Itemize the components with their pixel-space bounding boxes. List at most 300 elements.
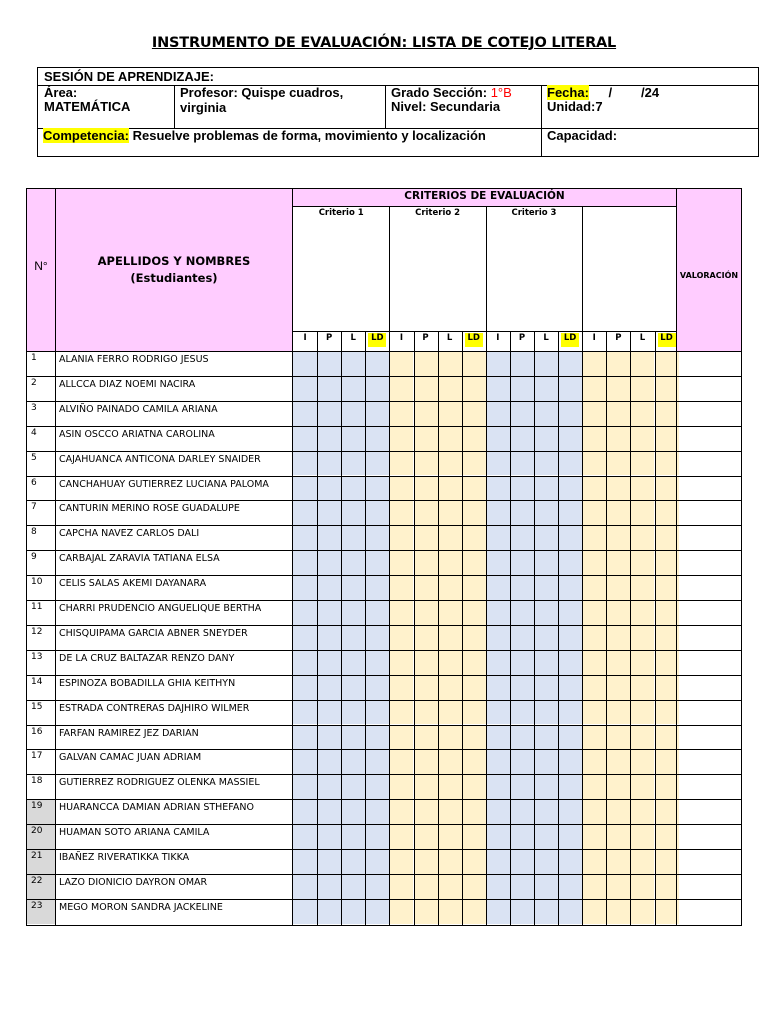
- grade-cell: [365, 376, 389, 401]
- grade-cell: [389, 749, 413, 774]
- grade-cell: [510, 351, 534, 376]
- grade-cell: [510, 600, 534, 625]
- grade-cell: [630, 849, 654, 874]
- grade-cell: [414, 426, 438, 451]
- grade-cell: [630, 700, 654, 725]
- grid-line: [534, 331, 535, 925]
- grade-cell: [655, 725, 679, 750]
- row-number: 2: [31, 377, 37, 388]
- student-name: ALANIA FERRO RODRIGO JESUS: [59, 354, 209, 365]
- grade-cell: [438, 426, 462, 451]
- grade-cell: [582, 525, 606, 550]
- grade-cell: [438, 575, 462, 600]
- grade-cell: [293, 426, 317, 451]
- grade-cell: [389, 849, 413, 874]
- grade-cell: [558, 426, 582, 451]
- grade-cell: [655, 675, 679, 700]
- student-name: GUTIERREZ RODRIGUEZ OLENKA MASSIEL: [59, 777, 260, 789]
- grade-cell: [606, 351, 630, 376]
- grade-cell: [582, 700, 606, 725]
- level-header: I: [592, 333, 596, 343]
- grid-line: [27, 376, 741, 377]
- grade-cell: [438, 899, 462, 924]
- grade-cell: [510, 500, 534, 525]
- grade-cell: [317, 351, 341, 376]
- grade-cell: [582, 650, 606, 675]
- grade-cell: [293, 725, 317, 750]
- student-name: CANTURIN MERINO ROSE GUADALUPE: [59, 503, 240, 515]
- grade-cell: [317, 451, 341, 476]
- grade-cell: [389, 426, 413, 451]
- grade-cell: [438, 874, 462, 899]
- grade-cell: [317, 525, 341, 550]
- grade-cell: [534, 575, 558, 600]
- grade-cell: [558, 749, 582, 774]
- grade-cell: [582, 401, 606, 426]
- grade-cell: [365, 824, 389, 849]
- grade-cell: [486, 500, 510, 525]
- grade-cell: [365, 700, 389, 725]
- grid-line: [27, 799, 741, 800]
- grade-cell: [486, 525, 510, 550]
- grade-cell: [630, 600, 654, 625]
- grade-cell: [462, 575, 486, 600]
- grade-cell: [655, 401, 679, 426]
- student-name: FARFAN RAMIREZ JEZ DARIAN: [59, 727, 199, 739]
- grade-cell: [414, 550, 438, 575]
- grid-line: [27, 451, 741, 452]
- grade-cell: [293, 650, 317, 675]
- grade-cell: [438, 625, 462, 650]
- grade-cell: [365, 451, 389, 476]
- grade-cell: [341, 401, 365, 426]
- grade-cell: [293, 500, 317, 525]
- grade-cell: [293, 376, 317, 401]
- grid-line: [27, 476, 741, 477]
- grade-cell: [510, 376, 534, 401]
- grade-cell: [317, 749, 341, 774]
- grade-cell: [365, 650, 389, 675]
- unidad: Unidad:7: [547, 99, 603, 114]
- grade-cell: [630, 550, 654, 575]
- grade-cell: [317, 426, 341, 451]
- grade-cell: [630, 874, 654, 899]
- grade-cell: [365, 476, 389, 501]
- grade-cell: [438, 824, 462, 849]
- grade-cell: [389, 376, 413, 401]
- grid-line: [27, 351, 741, 352]
- grade-cell: [606, 675, 630, 700]
- grade-cell: [462, 675, 486, 700]
- grid-line: [582, 206, 583, 925]
- grade-cell: [438, 476, 462, 501]
- grid-line: [27, 525, 741, 526]
- grade-cell: [414, 824, 438, 849]
- grade-cell: [317, 824, 341, 849]
- grade-cell: [389, 500, 413, 525]
- grade-cell: [341, 874, 365, 899]
- name-header-line1: APELLIDOS Y NOMBRES: [97, 254, 251, 268]
- grid-line: [27, 550, 741, 551]
- grade-cell: [630, 426, 654, 451]
- grade-cell: [582, 849, 606, 874]
- grade-cell: [558, 700, 582, 725]
- grade-cell: [534, 700, 558, 725]
- criteria-header: CRITERIOS DE EVALUACIÓN: [404, 190, 565, 202]
- grade-cell: [486, 749, 510, 774]
- grade-cell: [462, 476, 486, 501]
- grade-cell: [510, 899, 534, 924]
- grade-cell: [510, 451, 534, 476]
- grid-line: [606, 331, 607, 925]
- grade-cell: [317, 650, 341, 675]
- grade-cell: [293, 451, 317, 476]
- grade-cell: [365, 401, 389, 426]
- grade-cell: [582, 351, 606, 376]
- grade-cell: [438, 550, 462, 575]
- profesor-value: virginia: [180, 100, 227, 115]
- level-header: LD: [465, 333, 483, 347]
- grade-cell: [558, 899, 582, 924]
- grid-line: [27, 849, 741, 850]
- grade-cell: [389, 899, 413, 924]
- grade-cell: [558, 600, 582, 625]
- grade-cell: [389, 700, 413, 725]
- grade-cell: [630, 500, 654, 525]
- grade-cell: [293, 600, 317, 625]
- grade-cell: [582, 550, 606, 575]
- grade-cell: [414, 874, 438, 899]
- grade-cell: [655, 749, 679, 774]
- grade-cell: [365, 550, 389, 575]
- grade-cell: [582, 899, 606, 924]
- grid-line: [655, 331, 656, 925]
- grade-cell: [558, 476, 582, 501]
- grade-cell: [655, 600, 679, 625]
- grade-cell: [414, 625, 438, 650]
- grade-cell: [486, 476, 510, 501]
- grade-cell: [655, 525, 679, 550]
- row-number: 15: [31, 701, 43, 712]
- grade-cell: [582, 451, 606, 476]
- grade-cell: [414, 799, 438, 824]
- grade-cell: [534, 824, 558, 849]
- grade-cell: [389, 874, 413, 899]
- level-header: L: [639, 333, 646, 343]
- grade-cell: [655, 376, 679, 401]
- row-number: 6: [31, 477, 37, 488]
- grid-line: [27, 600, 741, 601]
- grid-line: [27, 749, 741, 750]
- grade-cell: [462, 550, 486, 575]
- grade-cell: [317, 575, 341, 600]
- grid-line: [27, 725, 741, 726]
- grade-cell: [655, 650, 679, 675]
- grid-line: [438, 331, 439, 925]
- grade-cell: [558, 351, 582, 376]
- grado-value: 1°B: [490, 85, 512, 100]
- grade-cell: [510, 675, 534, 700]
- grade-cell: [365, 675, 389, 700]
- grade-cell: [293, 749, 317, 774]
- grade-cell: [534, 500, 558, 525]
- grade-cell: [582, 426, 606, 451]
- grade-cell: [534, 749, 558, 774]
- grade-cell: [606, 774, 630, 799]
- grade-cell: [606, 451, 630, 476]
- grade-cell: [606, 700, 630, 725]
- student-name: DE LA CRUZ BALTAZAR RENZO DANY: [59, 652, 235, 664]
- level-header: L: [350, 333, 356, 343]
- grid-line: [292, 206, 677, 207]
- grade-cell: [510, 625, 534, 650]
- grade-cell: [462, 351, 486, 376]
- grade-cell: [317, 799, 341, 824]
- grade-cell: [414, 650, 438, 675]
- valoracion-header-cell: [677, 189, 741, 351]
- grade-cell: [655, 426, 679, 451]
- row-number: 12: [31, 626, 43, 637]
- grade-cell: [389, 550, 413, 575]
- grade-cell: [438, 500, 462, 525]
- level-header: P: [422, 333, 429, 343]
- grade-cell: [414, 451, 438, 476]
- grade-cell: [606, 600, 630, 625]
- grid-line: [389, 206, 390, 925]
- grade-cell: [389, 725, 413, 750]
- grade-cell: [317, 899, 341, 924]
- level-header: L: [543, 333, 549, 343]
- grade-cell: [389, 401, 413, 426]
- grade-cell: [341, 749, 365, 774]
- grid-line: [414, 331, 415, 925]
- grade-cell: [414, 500, 438, 525]
- grade-cell: [510, 799, 534, 824]
- grid-line: [292, 331, 677, 332]
- grade-cell: [293, 351, 317, 376]
- grade-cell: [655, 476, 679, 501]
- grade-cell: [462, 426, 486, 451]
- grade-cell: [462, 799, 486, 824]
- grade-cell: [534, 451, 558, 476]
- grade-cell: [510, 725, 534, 750]
- grade-cell: [655, 351, 679, 376]
- grade-cell: [558, 849, 582, 874]
- grade-cell: [462, 849, 486, 874]
- grade-cell: [534, 899, 558, 924]
- grade-cell: [438, 774, 462, 799]
- fecha: [547, 85, 659, 100]
- grade-cell: [414, 575, 438, 600]
- row-number: 17: [31, 751, 43, 762]
- grade-cell: [558, 725, 582, 750]
- grade-cell: [510, 525, 534, 550]
- grade-cell: [317, 849, 341, 874]
- level-header: P: [518, 333, 526, 343]
- grade-cell: [606, 376, 630, 401]
- grade-cell: [510, 575, 534, 600]
- grade-cell: [389, 625, 413, 650]
- student-name: ASIN OSCCO ARIATNA CAROLINA: [59, 428, 215, 440]
- grade-cell: [365, 575, 389, 600]
- grade-cell: [341, 500, 365, 525]
- grade-cell: [558, 650, 582, 675]
- fecha-value: / /24: [608, 85, 660, 100]
- grid-line: [486, 206, 487, 925]
- grid-line: [27, 625, 741, 626]
- grade-cell: [582, 376, 606, 401]
- grade-cell: [630, 774, 654, 799]
- grid-line: [27, 774, 741, 775]
- grade-cell: [558, 874, 582, 899]
- grade-cell: [341, 351, 365, 376]
- grade-cell: [558, 625, 582, 650]
- grade-cell: [510, 401, 534, 426]
- level-header: LD: [658, 333, 676, 347]
- row-number: 9: [31, 552, 37, 563]
- grade-cell: [438, 749, 462, 774]
- grade-cell: [438, 351, 462, 376]
- name-header-cell: [56, 189, 292, 351]
- grade-cell: [341, 849, 365, 874]
- student-name: HUAMAN SOTO ARIANA CAMILA: [59, 827, 210, 839]
- grade-cell: [630, 351, 654, 376]
- grade-cell: [582, 774, 606, 799]
- grid-line: [55, 189, 56, 925]
- grade-cell: [389, 525, 413, 550]
- grade-cell: [293, 874, 317, 899]
- row-number: 22: [31, 875, 43, 886]
- grade-cell: [365, 351, 389, 376]
- grade-cell: [655, 575, 679, 600]
- student-name: CANCHAHUAY GUTIERREZ LUCIANA PALOMA: [59, 478, 269, 490]
- grade-cell: [558, 675, 582, 700]
- grid-line: [341, 331, 342, 925]
- grade-cell: [414, 351, 438, 376]
- grade-cell: [438, 700, 462, 725]
- grade-cell: [655, 700, 679, 725]
- grado-label: Grado Sección:: [391, 85, 488, 100]
- capacidad-label: Capacidad:: [547, 128, 618, 143]
- grade-cell: [510, 550, 534, 575]
- grade-cell: [534, 625, 558, 650]
- grade-cell: [486, 874, 510, 899]
- grade-cell: [438, 401, 462, 426]
- grade-cell: [341, 799, 365, 824]
- grade-cell: [438, 650, 462, 675]
- grade-cell: [630, 749, 654, 774]
- grade-cell: [317, 774, 341, 799]
- grade-cell: [293, 799, 317, 824]
- grade-cell: [510, 874, 534, 899]
- grade-cell: [630, 899, 654, 924]
- student-name: LAZO DIONICIO DAYRON OMAR: [59, 876, 208, 888]
- grade-cell: [462, 451, 486, 476]
- number-header: N°: [34, 259, 48, 273]
- student-name: CHISQUIPAMA GARCIA ABNER SNEYDER: [59, 627, 248, 639]
- grade-cell: [655, 500, 679, 525]
- grade-cell: [414, 774, 438, 799]
- grade-cell: [606, 550, 630, 575]
- grade-cell: [630, 451, 654, 476]
- grade-cell: [462, 625, 486, 650]
- grade-cell: [534, 600, 558, 625]
- grade-cell: [534, 401, 558, 426]
- grade-cell: [341, 774, 365, 799]
- grade-cell: [341, 525, 365, 550]
- grade-cell: [341, 600, 365, 625]
- grade-cell: [486, 675, 510, 700]
- grade-cell: [293, 550, 317, 575]
- grade-cell: [582, 500, 606, 525]
- grade-cell: [606, 874, 630, 899]
- grid-line: [27, 675, 741, 676]
- grade-cell: [462, 376, 486, 401]
- row-number: 19: [31, 801, 43, 812]
- grade-cell: [486, 550, 510, 575]
- grid-line: [27, 401, 741, 402]
- grade-cell: [341, 575, 365, 600]
- grade-cell: [389, 650, 413, 675]
- grade-cell: [486, 351, 510, 376]
- grade-cell: [317, 500, 341, 525]
- grade-cell: [341, 700, 365, 725]
- grade-cell: [389, 799, 413, 824]
- grade-cell: [606, 849, 630, 874]
- grade-cell: [534, 351, 558, 376]
- grade-cell: [462, 824, 486, 849]
- grade-cell: [293, 525, 317, 550]
- grade-cell: [582, 575, 606, 600]
- student-name: CHARRI PRUDENCIO ANGUELIQUE BERTHA: [59, 603, 262, 614]
- grade-cell: [558, 799, 582, 824]
- grade-cell: [341, 376, 365, 401]
- grade-cell: [630, 799, 654, 824]
- grade-cell: [365, 725, 389, 750]
- grade-cell: [486, 575, 510, 600]
- evaluation-table: [26, 188, 742, 926]
- grade-cell: [606, 625, 630, 650]
- grade-cell: [462, 650, 486, 675]
- grade-cell: [630, 376, 654, 401]
- grade-cell: [293, 625, 317, 650]
- grade-cell: [389, 451, 413, 476]
- grade-cell: [293, 401, 317, 426]
- grade-cell: [389, 824, 413, 849]
- grade-cell: [414, 401, 438, 426]
- level-header: I: [399, 333, 404, 343]
- competencia-label: Competencia:: [43, 128, 129, 143]
- grade-cell: [486, 426, 510, 451]
- grade-cell: [655, 550, 679, 575]
- grade-cell: [606, 476, 630, 501]
- row-number: 14: [31, 676, 43, 687]
- grade-cell: [341, 476, 365, 501]
- grade-cell: [655, 451, 679, 476]
- grade-cell: [365, 849, 389, 874]
- grade-cell: [414, 899, 438, 924]
- grade-cell: [414, 675, 438, 700]
- row-number: 10: [31, 577, 43, 588]
- grid-line: [27, 899, 741, 900]
- grade-cell: [365, 525, 389, 550]
- row-number: 20: [31, 826, 43, 837]
- row-number: 5: [31, 452, 37, 463]
- student-name: GALVAN CAMAC JUAN ADRIAM: [59, 752, 202, 764]
- grade-cell: [606, 650, 630, 675]
- grade-cell: [389, 351, 413, 376]
- grade-cell: [365, 426, 389, 451]
